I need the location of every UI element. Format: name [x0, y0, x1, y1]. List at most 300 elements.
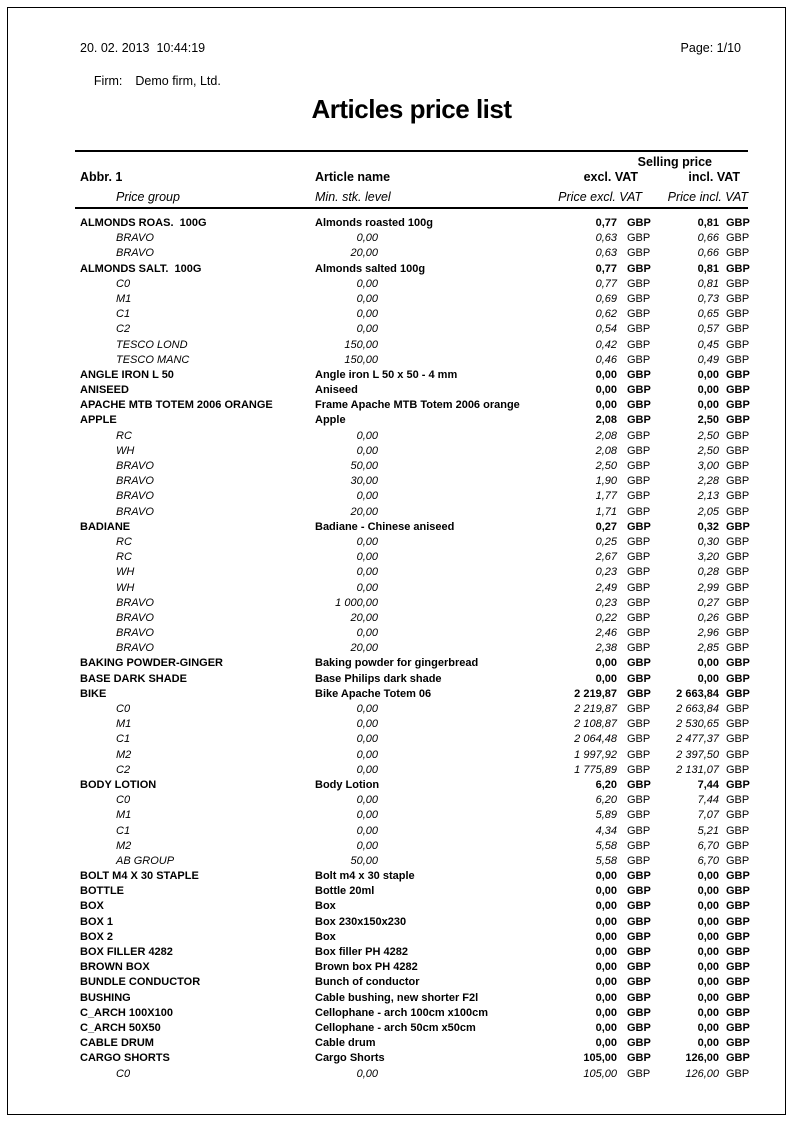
- currency-excl-cell: GBP: [627, 748, 651, 761]
- abbr-cell: BOX FILLER 4282: [80, 946, 173, 958]
- currency-incl-cell: GBP: [726, 460, 750, 472]
- currency-incl-cell: GBP: [726, 247, 750, 260]
- currency-excl-cell: GBP: [627, 991, 651, 1004]
- price-incl-cell: 126,00: [685, 1067, 719, 1080]
- currency-excl-cell: GBP: [627, 930, 651, 943]
- table-row: [75, 854, 748, 869]
- table-row: [75, 611, 748, 626]
- article-cell: 0,00: [356, 490, 378, 503]
- price-incl-cell: 0,00: [697, 900, 719, 913]
- abbr-cell: BUSHING: [80, 991, 131, 1004]
- price-excl-cell: 0,54: [595, 323, 617, 336]
- price-list-table: [75, 150, 748, 1082]
- currency-excl-cell: GBP: [627, 900, 651, 913]
- table-row: [75, 581, 748, 596]
- abbr-cell: WH: [116, 566, 135, 579]
- price-incl-cell: 126,00: [685, 1052, 719, 1065]
- price-excl-cell: 0,00: [595, 946, 617, 958]
- table-row: [75, 550, 748, 565]
- price-excl-cell: 1,77: [595, 490, 617, 503]
- table-row: [75, 869, 748, 884]
- table-row: [75, 307, 748, 322]
- abbr-cell: BODY LOTION: [80, 778, 157, 791]
- price-incl-cell: 2,28: [697, 475, 719, 488]
- currency-excl-cell: GBP: [627, 778, 651, 791]
- currency-excl-cell: GBP: [627, 262, 651, 275]
- table-row: [75, 915, 748, 930]
- abbr-cell: AB GROUP: [116, 854, 175, 867]
- currency-excl-cell: GBP: [627, 870, 651, 883]
- table-row: [75, 231, 748, 246]
- article-cell: 0,00: [356, 718, 378, 731]
- article-cell: 0,00: [356, 566, 378, 579]
- abbr-cell: BASE DARK SHADE: [80, 672, 187, 685]
- currency-excl-cell: GBP: [627, 414, 651, 427]
- abbr-cell: BRAVO: [116, 247, 154, 260]
- price-incl-cell: 0,00: [697, 930, 719, 943]
- currency-excl-cell: GBP: [627, 566, 651, 579]
- abbr-cell: C2: [116, 763, 131, 776]
- article-cell: 150,00: [344, 338, 378, 351]
- price-excl-cell: 0,00: [595, 915, 617, 928]
- price-incl-cell: 0,65: [697, 308, 719, 321]
- abbr-cell: M1: [116, 809, 132, 822]
- price-excl-cell: 2 219,87: [574, 687, 617, 700]
- currency-excl-cell: GBP: [627, 551, 651, 564]
- price-excl-cell: 0,27: [595, 520, 617, 533]
- article-cell: 1 000,00: [335, 596, 378, 609]
- article-cell: 20,00: [350, 247, 378, 260]
- abbr-cell: WH: [116, 581, 135, 594]
- currency-excl-cell: GBP: [627, 292, 651, 305]
- currency-excl-cell: GBP: [627, 809, 651, 822]
- currency-incl-cell: GBP: [726, 870, 750, 883]
- price-excl-cell: 6,20: [595, 794, 617, 807]
- price-incl-cell: 2,85: [697, 642, 719, 655]
- article-cell: 150,00: [344, 353, 378, 366]
- article-cell: 0,00: [356, 292, 378, 305]
- price-excl-cell: 0,00: [595, 368, 617, 381]
- abbr-cell: C0: [116, 277, 131, 290]
- currency-excl-cell: GBP: [627, 596, 651, 609]
- column-header-excl-vat: excl. VAT: [583, 170, 638, 184]
- price-incl-cell: 2 397,50: [676, 748, 719, 761]
- article-cell: Box: [315, 900, 336, 913]
- article-cell: Cargo Shorts: [315, 1052, 385, 1065]
- currency-incl-cell: GBP: [726, 505, 750, 518]
- table-row: [75, 505, 748, 520]
- price-excl-cell: 2,67: [595, 551, 617, 564]
- price-excl-cell: 2 108,87: [574, 718, 617, 731]
- currency-incl-cell: GBP: [726, 703, 750, 715]
- price-incl-cell: 0,00: [697, 915, 719, 928]
- price-excl-cell: 0,00: [595, 930, 617, 943]
- currency-excl-cell: GBP: [627, 733, 651, 746]
- article-cell: 20,00: [350, 505, 378, 518]
- table-row: [75, 413, 748, 428]
- price-excl-cell: 0,00: [595, 1021, 617, 1034]
- price-excl-cell: 0,23: [595, 596, 617, 609]
- table-row: [75, 429, 748, 444]
- currency-incl-cell: GBP: [726, 1052, 750, 1065]
- abbr-cell: M2: [116, 748, 132, 761]
- price-incl-cell: 2,99: [697, 581, 719, 594]
- price-incl-cell: 0,00: [697, 961, 719, 974]
- currency-incl-cell: GBP: [726, 885, 750, 898]
- currency-excl-cell: GBP: [627, 217, 651, 229]
- abbr-cell: TESCO LOND: [116, 338, 188, 351]
- table-row: [75, 596, 748, 611]
- table-row: [75, 884, 748, 899]
- price-incl-cell: 2 131,07: [676, 763, 719, 776]
- price-incl-cell: 0,81: [697, 217, 719, 229]
- price-incl-cell: 6,70: [697, 839, 719, 852]
- price-excl-cell: 4,34: [595, 824, 617, 837]
- price-excl-cell: 1,71: [595, 505, 617, 518]
- currency-incl-cell: GBP: [726, 930, 750, 943]
- abbr-cell: C0: [116, 1067, 131, 1080]
- price-incl-cell: 3,20: [697, 551, 719, 564]
- article-cell: 0,00: [356, 1067, 378, 1080]
- currency-incl-cell: GBP: [726, 384, 750, 397]
- article-cell: 0,00: [356, 763, 378, 776]
- table-body: [75, 209, 748, 1082]
- currency-incl-cell: GBP: [726, 262, 750, 275]
- article-cell: Base Philips dark shade: [315, 672, 442, 685]
- price-incl-cell: 2 477,37: [676, 733, 719, 746]
- price-incl-cell: 7,07: [697, 809, 719, 822]
- article-cell: Bunch of conductor: [315, 976, 420, 989]
- currency-incl-cell: GBP: [726, 611, 750, 624]
- article-cell: 0,00: [356, 748, 378, 761]
- abbr-cell: BROWN BOX: [80, 961, 150, 974]
- article-cell: Brown box PH 4282: [315, 961, 418, 974]
- abbr-cell: C_ARCH 100X100: [80, 1006, 173, 1019]
- currency-excl-cell: GBP: [627, 247, 651, 260]
- article-cell: Bike Apache Totem 06: [315, 687, 432, 700]
- abbr-cell: BAKING POWDER-GINGER: [80, 657, 223, 670]
- currency-incl-cell: GBP: [726, 490, 750, 503]
- article-cell: 0,00: [356, 839, 378, 852]
- price-excl-cell: 0,69: [595, 292, 617, 305]
- article-cell: 0,00: [356, 551, 378, 564]
- abbr-cell: BRAVO: [116, 460, 154, 472]
- currency-excl-cell: GBP: [627, 368, 651, 381]
- price-incl-cell: 0,00: [697, 657, 719, 670]
- price-incl-cell: 0,00: [697, 991, 719, 1004]
- price-excl-cell: 1 775,89: [574, 763, 617, 776]
- table-row: [75, 991, 748, 1006]
- price-incl-cell: 0,66: [697, 232, 719, 245]
- abbr-cell: BUNDLE CONDUCTOR: [80, 976, 201, 989]
- currency-incl-cell: GBP: [726, 733, 750, 746]
- currency-excl-cell: GBP: [627, 854, 651, 867]
- article-cell: Aniseed: [315, 384, 358, 397]
- table-row: [75, 672, 748, 687]
- table-row: [75, 262, 748, 277]
- currency-excl-cell: GBP: [627, 672, 651, 685]
- price-excl-cell: 0,77: [595, 262, 617, 275]
- currency-incl-cell: GBP: [726, 627, 750, 640]
- table-header: [75, 152, 748, 207]
- table-row: [75, 656, 748, 671]
- abbr-cell: BOX: [80, 900, 104, 913]
- article-cell: 0,00: [356, 627, 378, 640]
- price-excl-cell: 0,23: [595, 566, 617, 579]
- abbr-cell: C0: [116, 794, 131, 807]
- currency-excl-cell: GBP: [627, 885, 651, 898]
- article-cell: Almonds roasted 100g: [315, 217, 433, 229]
- price-incl-cell: 0,00: [697, 399, 719, 412]
- currency-incl-cell: GBP: [726, 915, 750, 928]
- table-row: [75, 565, 748, 580]
- article-cell: 0,00: [356, 581, 378, 594]
- table-row: [75, 1067, 748, 1082]
- currency-incl-cell: GBP: [726, 794, 750, 807]
- price-incl-cell: 0,45: [697, 338, 719, 351]
- price-incl-cell: 2,05: [697, 505, 719, 518]
- column-header-article: Article name: [315, 170, 391, 184]
- currency-incl-cell: GBP: [726, 991, 750, 1004]
- currency-incl-cell: GBP: [726, 399, 750, 412]
- currency-excl-cell: GBP: [627, 1037, 651, 1050]
- price-excl-cell: 2 064,48: [574, 733, 617, 746]
- abbr-cell: BRAVO: [116, 596, 154, 609]
- price-incl-cell: 5,21: [697, 824, 719, 837]
- abbr-cell: BRAVO: [116, 627, 154, 640]
- table-row: [75, 808, 748, 823]
- page-number: Page: 1/10: [680, 41, 741, 55]
- currency-incl-cell: GBP: [726, 368, 750, 381]
- currency-incl-cell: GBP: [726, 292, 750, 305]
- currency-incl-cell: GBP: [726, 839, 750, 852]
- abbr-cell: APPLE: [80, 414, 117, 427]
- price-excl-cell: 0,00: [595, 657, 617, 670]
- currency-incl-cell: GBP: [726, 657, 750, 670]
- table-row: [75, 960, 748, 975]
- price-excl-cell: 2,46: [595, 627, 617, 640]
- currency-incl-cell: GBP: [726, 566, 750, 579]
- price-incl-cell: 0,00: [697, 870, 719, 883]
- price-excl-cell: 2,49: [595, 581, 617, 594]
- price-excl-cell: 0,63: [595, 247, 617, 260]
- table-row: [75, 368, 748, 383]
- currency-incl-cell: GBP: [726, 444, 750, 457]
- price-excl-cell: 5,58: [595, 854, 617, 867]
- price-incl-cell: 0,00: [697, 946, 719, 958]
- price-excl-cell: 105,00: [583, 1067, 617, 1080]
- price-excl-cell: 2,08: [595, 429, 617, 442]
- currency-incl-cell: GBP: [726, 475, 750, 488]
- abbr-cell: CABLE DRUM: [80, 1037, 154, 1050]
- price-incl-cell: 0,00: [697, 885, 719, 898]
- currency-incl-cell: GBP: [726, 961, 750, 974]
- table-row: [75, 930, 748, 945]
- article-cell: 20,00: [350, 611, 378, 624]
- article-cell: Bottle 20ml: [315, 885, 375, 898]
- table-row: [75, 839, 748, 854]
- currency-incl-cell: GBP: [726, 353, 750, 366]
- table-row: [75, 687, 748, 702]
- table-row: [75, 702, 748, 717]
- price-excl-cell: 0,63: [595, 232, 617, 245]
- price-incl-cell: 0,73: [697, 292, 719, 305]
- abbr-cell: BOX 2: [80, 930, 114, 943]
- article-cell: 0,00: [356, 535, 378, 548]
- price-incl-cell: 2,96: [697, 627, 719, 640]
- currency-excl-cell: GBP: [627, 505, 651, 518]
- price-excl-cell: 0,77: [595, 277, 617, 290]
- subcolumn-header-row: [75, 190, 748, 204]
- table-row: [75, 732, 748, 747]
- abbr-cell: RC: [116, 535, 132, 548]
- currency-excl-cell: GBP: [627, 611, 651, 624]
- price-incl-cell: 0,32: [697, 520, 719, 533]
- price-excl-cell: 0,00: [595, 672, 617, 685]
- currency-excl-cell: GBP: [627, 946, 651, 958]
- article-cell: Frame Apache MTB Totem 2006 orange: [315, 399, 520, 412]
- price-excl-cell: 0,77: [595, 217, 617, 229]
- currency-excl-cell: GBP: [627, 384, 651, 397]
- table-row: [75, 748, 748, 763]
- currency-incl-cell: GBP: [726, 778, 750, 791]
- currency-excl-cell: GBP: [627, 232, 651, 245]
- currency-excl-cell: GBP: [627, 460, 651, 472]
- currency-incl-cell: GBP: [726, 520, 750, 533]
- price-excl-cell: 0,62: [595, 308, 617, 321]
- price-incl-cell: 0,00: [697, 1021, 719, 1034]
- currency-excl-cell: GBP: [627, 657, 651, 670]
- column-header-abbr: Abbr. 1: [80, 170, 123, 184]
- firm-label: Firm:: [93, 74, 123, 88]
- article-cell: 0,00: [356, 809, 378, 822]
- currency-excl-cell: GBP: [627, 839, 651, 852]
- currency-incl-cell: GBP: [726, 1006, 750, 1019]
- price-incl-cell: 0,00: [697, 672, 719, 685]
- currency-incl-cell: GBP: [726, 217, 750, 229]
- currency-incl-cell: GBP: [726, 900, 750, 913]
- price-excl-cell: 0,42: [595, 338, 617, 351]
- abbr-cell: BRAVO: [116, 611, 154, 624]
- article-cell: 0,00: [356, 824, 378, 837]
- price-incl-cell: 7,44: [697, 778, 719, 791]
- abbr-cell: BOTTLE: [80, 885, 124, 898]
- currency-incl-cell: GBP: [726, 1067, 750, 1080]
- article-cell: Cable bushing, new shorter F2l: [315, 991, 479, 1004]
- abbr-cell: M1: [116, 718, 132, 731]
- price-excl-cell: 0,00: [595, 1006, 617, 1019]
- currency-incl-cell: GBP: [726, 581, 750, 594]
- currency-excl-cell: GBP: [627, 581, 651, 594]
- currency-excl-cell: GBP: [627, 353, 651, 366]
- currency-incl-cell: GBP: [726, 232, 750, 245]
- table-row: [75, 246, 748, 261]
- price-incl-cell: 0,00: [697, 384, 719, 397]
- article-cell: 0,00: [356, 733, 378, 746]
- currency-excl-cell: GBP: [627, 323, 651, 336]
- article-cell: Box 230x150x230: [315, 915, 407, 928]
- currency-excl-cell: GBP: [627, 520, 651, 533]
- abbr-cell: APACHE MTB TOTEM 2006 ORANGE: [80, 399, 273, 412]
- table-row: [75, 975, 748, 990]
- price-incl-cell: 0,00: [697, 368, 719, 381]
- abbr-cell: C0: [116, 703, 131, 715]
- price-incl-cell: 0,00: [697, 1037, 719, 1050]
- abbr-cell: BADIANE: [80, 520, 131, 533]
- currency-excl-cell: GBP: [627, 475, 651, 488]
- price-excl-cell: 0,00: [595, 1037, 617, 1050]
- price-excl-cell: 0,00: [595, 399, 617, 412]
- currency-excl-cell: GBP: [627, 535, 651, 548]
- price-excl-cell: 2,08: [595, 444, 617, 457]
- currency-excl-cell: GBP: [627, 1067, 651, 1080]
- currency-incl-cell: GBP: [726, 946, 750, 958]
- table-row: [75, 216, 748, 231]
- currency-incl-cell: GBP: [726, 976, 750, 989]
- currency-incl-cell: GBP: [726, 429, 750, 442]
- price-excl-cell: 0,00: [595, 384, 617, 397]
- article-cell: 0,00: [356, 794, 378, 807]
- currency-excl-cell: GBP: [627, 490, 651, 503]
- table-row: [75, 641, 748, 656]
- table-row: [75, 277, 748, 292]
- abbr-cell: CARGO SHORTS: [80, 1052, 170, 1065]
- table-row: [75, 353, 748, 368]
- table-row: [75, 520, 748, 535]
- currency-excl-cell: GBP: [627, 399, 651, 412]
- price-incl-cell: 0,00: [697, 976, 719, 989]
- table-row: [75, 763, 748, 778]
- table-row: [75, 1036, 748, 1051]
- table-row: [75, 398, 748, 413]
- abbr-cell: RC: [116, 429, 132, 442]
- table-row: [75, 459, 748, 474]
- article-cell: Apple: [315, 414, 346, 427]
- currency-incl-cell: GBP: [726, 596, 750, 609]
- price-excl-cell: 105,00: [583, 1052, 617, 1065]
- currency-excl-cell: GBP: [627, 703, 651, 715]
- article-cell: 0,00: [356, 277, 378, 290]
- article-cell: 30,00: [350, 475, 378, 488]
- price-incl-cell: 0,66: [697, 247, 719, 260]
- currency-incl-cell: GBP: [726, 854, 750, 867]
- price-excl-cell: 0,00: [595, 885, 617, 898]
- article-cell: 50,00: [350, 460, 378, 472]
- abbr-cell: BOLT M4 X 30 STAPLE: [80, 870, 199, 883]
- abbr-cell: BIKE: [80, 687, 107, 700]
- currency-excl-cell: GBP: [627, 976, 651, 989]
- article-cell: Angle iron L 50 x 50 - 4 mm: [315, 368, 458, 381]
- price-incl-cell: 0,27: [697, 596, 719, 609]
- abbr-cell: C1: [116, 733, 131, 746]
- article-cell: Box filler PH 4282: [315, 946, 408, 958]
- price-incl-cell: 2,13: [697, 490, 719, 503]
- currency-excl-cell: GBP: [627, 277, 651, 290]
- abbr-cell: BRAVO: [116, 505, 154, 518]
- price-excl-cell: 1 997,92: [574, 748, 617, 761]
- article-cell: 50,00: [350, 854, 378, 867]
- price-incl-cell: 0,30: [697, 535, 719, 548]
- price-incl-cell: 0,81: [697, 277, 719, 290]
- currency-incl-cell: GBP: [726, 748, 750, 761]
- price-incl-cell: 0,49: [697, 353, 719, 366]
- price-excl-cell: 0,00: [595, 961, 617, 974]
- article-cell: Cable drum: [315, 1037, 376, 1050]
- price-excl-cell: 0,00: [595, 900, 617, 913]
- article-cell: Body Lotion: [315, 778, 380, 791]
- price-excl-cell: 2 219,87: [574, 703, 617, 715]
- table-row: [75, 322, 748, 337]
